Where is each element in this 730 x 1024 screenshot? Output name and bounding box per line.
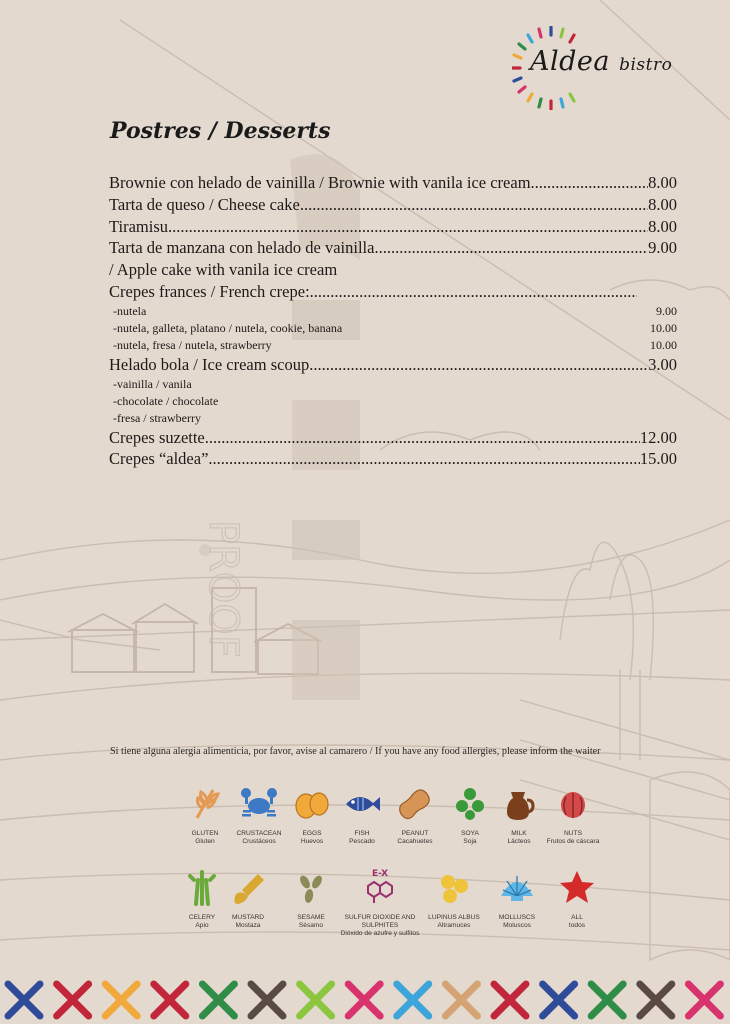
allergen-name-en: SESAME: [297, 914, 325, 921]
menu-item: [109, 216, 677, 238]
menu-item: [109, 259, 677, 281]
menu-item-name: Tarta de queso / Cheese cake: [109, 194, 300, 214]
allergen-name-es: Dióxido de azufre y sulfitos: [340, 930, 420, 937]
allergen-name-en: CRUSTACEAN: [236, 830, 282, 837]
menu-item-name: Crepes frances / French crepe:: [109, 281, 310, 301]
allergen-name-en: SULFUR DIOXIDE AND SULPHITES: [344, 914, 416, 929]
x-mark: [397, 984, 429, 1016]
x-mark: [494, 984, 526, 1016]
allergen-name-es: Mostaza: [235, 922, 261, 929]
allergen-name-es: Pescado: [349, 838, 375, 845]
dot-leader: [205, 427, 640, 449]
dot-leader: [374, 237, 648, 259]
menu-item-name: -vainilla / vanila: [113, 376, 192, 391]
menu-item-name: Brownie con helado de vainilla / Brownie with vanila ice cream: [109, 173, 531, 192]
menu-subitem: [109, 410, 677, 427]
allergen-name-es: Altramuces: [437, 922, 471, 929]
allergen-name-es: Lácteos: [507, 838, 531, 845]
allergen-name-en: NUTS: [564, 830, 582, 837]
dot-leader: [309, 354, 648, 376]
menu-item-name: Crepes suzette: [109, 427, 205, 447]
brand-logo: [530, 46, 672, 77]
dot-leader: [531, 172, 649, 194]
menu-item-name: -chocolate / chocolate: [113, 393, 219, 408]
x-mark: [543, 984, 575, 1016]
menu-item-name: -fresa / strawberry: [113, 410, 201, 425]
allergen-name-en: ALL: [571, 914, 583, 921]
allergen-all: [527, 868, 627, 930]
allergen-name-en: SOYA: [461, 830, 479, 837]
allergen-name-es: Soja: [463, 838, 477, 845]
dot-leader: [300, 194, 648, 216]
menu-item-price: 8.00: [648, 216, 677, 236]
menu-item-price: 9.00: [648, 238, 677, 258]
allergen-name-en: MOLLUSCS: [498, 914, 536, 921]
x-mark: [348, 984, 380, 1016]
allergen-name-es: Apio: [195, 922, 209, 929]
allergen-name-es: Sésamo: [298, 922, 324, 929]
x-mark: [154, 984, 186, 1016]
menu-item-name: -nutela, fresa / nutela, strawberry: [113, 337, 272, 352]
allergen-name-es: Cacahuetes: [397, 838, 433, 845]
menu-item-name: Crepes “aldea”: [109, 449, 209, 469]
x-mark: [251, 984, 283, 1016]
x-mark: [688, 984, 720, 1016]
x-mark: [8, 984, 40, 1016]
x-mark: [445, 984, 477, 1016]
allergy-note: Si tiene alguna alergia alimenticia, por favor, avise al camarero / If you have any food allergies, please inform the waiter: [110, 746, 601, 757]
nut-icon: [553, 784, 593, 824]
menu-item-price: 8.00: [648, 173, 677, 192]
menu-item-name: Helado bola / Ice cream scoup: [109, 354, 310, 374]
dot-leader: [310, 281, 637, 303]
menu-subitem: [109, 393, 677, 410]
x-mark: [57, 984, 89, 1016]
x-mark: [591, 984, 623, 1016]
menu-subitem: [109, 337, 677, 354]
svg-text:PROOF: PROOF: [200, 520, 246, 658]
menu-item-price: 8.00: [648, 194, 677, 214]
menu-item-price: 3.00: [648, 354, 677, 374]
menu-item-price: 10.00: [650, 337, 677, 352]
sesame-icon: [291, 868, 331, 908]
menu-item-name: Tarta de manzana con helado de vainilla: [109, 238, 375, 258]
menu-item-price: 10.00: [650, 320, 677, 335]
menu-item: [109, 172, 677, 194]
allergen-name-es: todos: [568, 922, 586, 929]
allergen-name-en: FISH: [354, 830, 370, 837]
allergen-name-es: Crustáceos: [242, 838, 276, 845]
decorative-x-border: [0, 976, 730, 1024]
brand-name: Aldea: [530, 46, 610, 77]
dot-leader: [168, 216, 648, 238]
allergen-name-en: MILK: [511, 830, 527, 837]
allergen-name-en: GLUTEN: [191, 830, 219, 837]
menu-item-name: -nutela: [113, 303, 147, 318]
menu-item-price: 15.00: [639, 449, 677, 469]
menu-item-price: 9.00: [656, 303, 677, 318]
brand-suffix: bistro: [619, 55, 673, 75]
allergen-name-en: CELERY: [188, 914, 216, 921]
menu-item: [109, 281, 677, 303]
menu-item-name: / Apple cake with vanila ice cream: [109, 260, 338, 280]
star-icon: [557, 868, 597, 908]
menu-item-price: 12.00: [639, 427, 677, 447]
menu-item: [109, 427, 677, 449]
allergen-name-es: Gluten: [195, 838, 215, 845]
menu-item: [109, 237, 677, 259]
menu-item: [109, 354, 677, 376]
allergen-nuts: [523, 784, 623, 846]
allergen-name-en: EGGS: [302, 830, 322, 837]
sulphite-badge: E-X: [371, 869, 389, 879]
allergen-name-es: Moluscos: [503, 922, 531, 929]
x-mark: [300, 984, 332, 1016]
x-mark: [105, 984, 137, 1016]
allergen-name-en: LUPINUS ALBUS: [428, 914, 480, 921]
dot-leader: [208, 448, 639, 470]
menu-item-name: -nutela, galleta, platano / nutela, cookie, banana: [113, 320, 343, 335]
menu-subitem: [109, 303, 677, 320]
x-mark: [640, 984, 672, 1016]
x-mark: [202, 984, 234, 1016]
menu-subitem: [109, 376, 677, 393]
menu-subitem: [109, 320, 677, 337]
allergen-name-en: PEANUT: [401, 830, 429, 837]
menu-item: [109, 448, 677, 470]
menu-item-name: Tiramisu: [109, 216, 168, 236]
dessert-menu-list: [109, 172, 677, 470]
sulphite-icon: [360, 868, 400, 908]
section-title: Postres / Desserts: [110, 118, 331, 144]
allergen-name-es: Huevos: [300, 838, 324, 845]
allergen-name-en: MUSTARD: [231, 914, 265, 921]
allergen-name-es: Frutos de cáscara: [546, 838, 600, 845]
menu-item: [109, 194, 677, 216]
